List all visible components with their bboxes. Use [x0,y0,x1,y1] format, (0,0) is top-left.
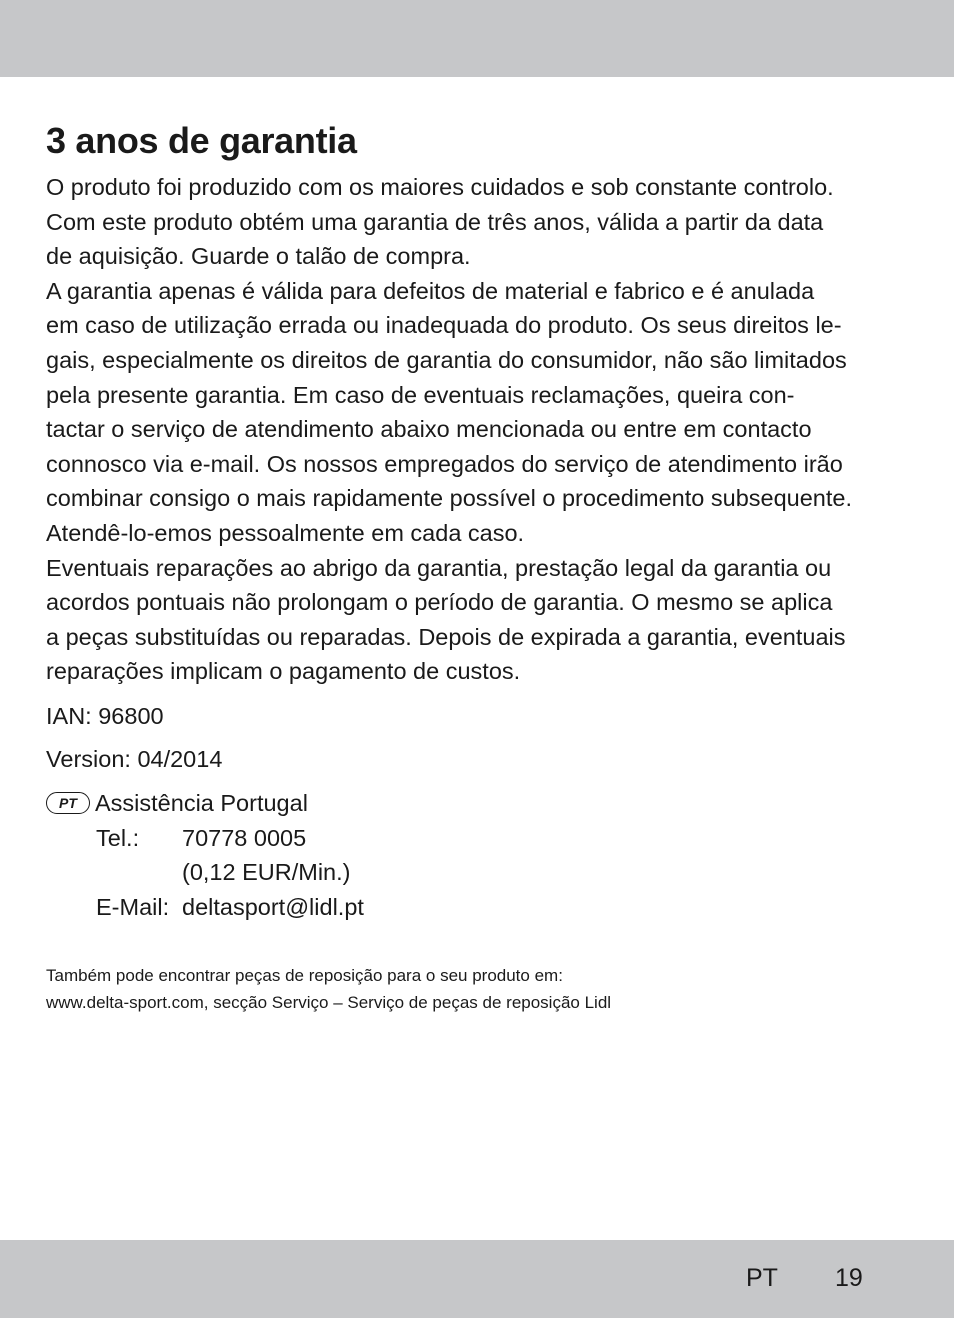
tel-number[interactable]: 70778 0005 [182,824,307,851]
email-label: E-Mail: [96,893,170,920]
ian-number: IAN: 96800 [46,702,164,729]
email-link[interactable]: deltasport@lidl.pt [182,893,364,920]
tel-label: Tel.: [96,824,140,851]
country-badge-icon: PT [46,792,90,814]
rate-row [46,855,916,890]
tel-rate: (0,12 EUR/Min.) [182,859,351,886]
paragraph-repairs: Eventuais reparações ao abrigo da garantia, prestação legal da garantia ou acordos pontuais não prolongam o período de garantia. O mesmo se aplica a peças substituídas ou reparadas. Depois de expirada a garantia, eventuais reparações implicam o pagamento de custos. [46,554,846,685]
warranty-section [46,118,916,1033]
page-number: 19 [835,1264,863,1292]
footer-band [0,1240,954,1318]
phone-row [46,821,916,856]
page-title: 3 anos de garantia [46,120,357,161]
spare-parts-note: Também pode encontrar peças de reposição para o seu produto em: www.delta-sport.com, secção Serviço – Serviço de peças de reposição Lidl [46,966,612,1013]
service-name: Assistência Portugal [95,789,308,816]
service-header [46,786,916,821]
paragraph-conditions: A garantia apenas é válida para defeitos de material e fabrico e é anulada em caso de utilização errada ou inadequada do produto. Os seus direitos le- gais, especialmente os direitos de garantia do consumidor, não são limitados pela presente garantia. Em caso de eventuais reclamações, queira con- tactar o serviço de atendimento abaixo mencionada ou entre em contacto connosco via e-mail. Os nossos empregados do serviço de atendimento irão combinar consigo o mais rapidamente possível o procedimento subsequente. Atendê-lo-emos pessoalmente em cada caso. [46,277,852,546]
version-label: Version: 04/2014 [46,745,223,772]
footer-language: PT [746,1264,778,1292]
header-band [0,0,954,77]
service-contact [46,786,916,924]
paragraph-intro: O produto foi produzido com os maiores cuidados e sob constante controlo. Com este produto obtém uma garantia de três anos, válida a partir da data de aquisição. Guarde o talão de compra. [46,174,834,270]
email-row [46,890,916,925]
